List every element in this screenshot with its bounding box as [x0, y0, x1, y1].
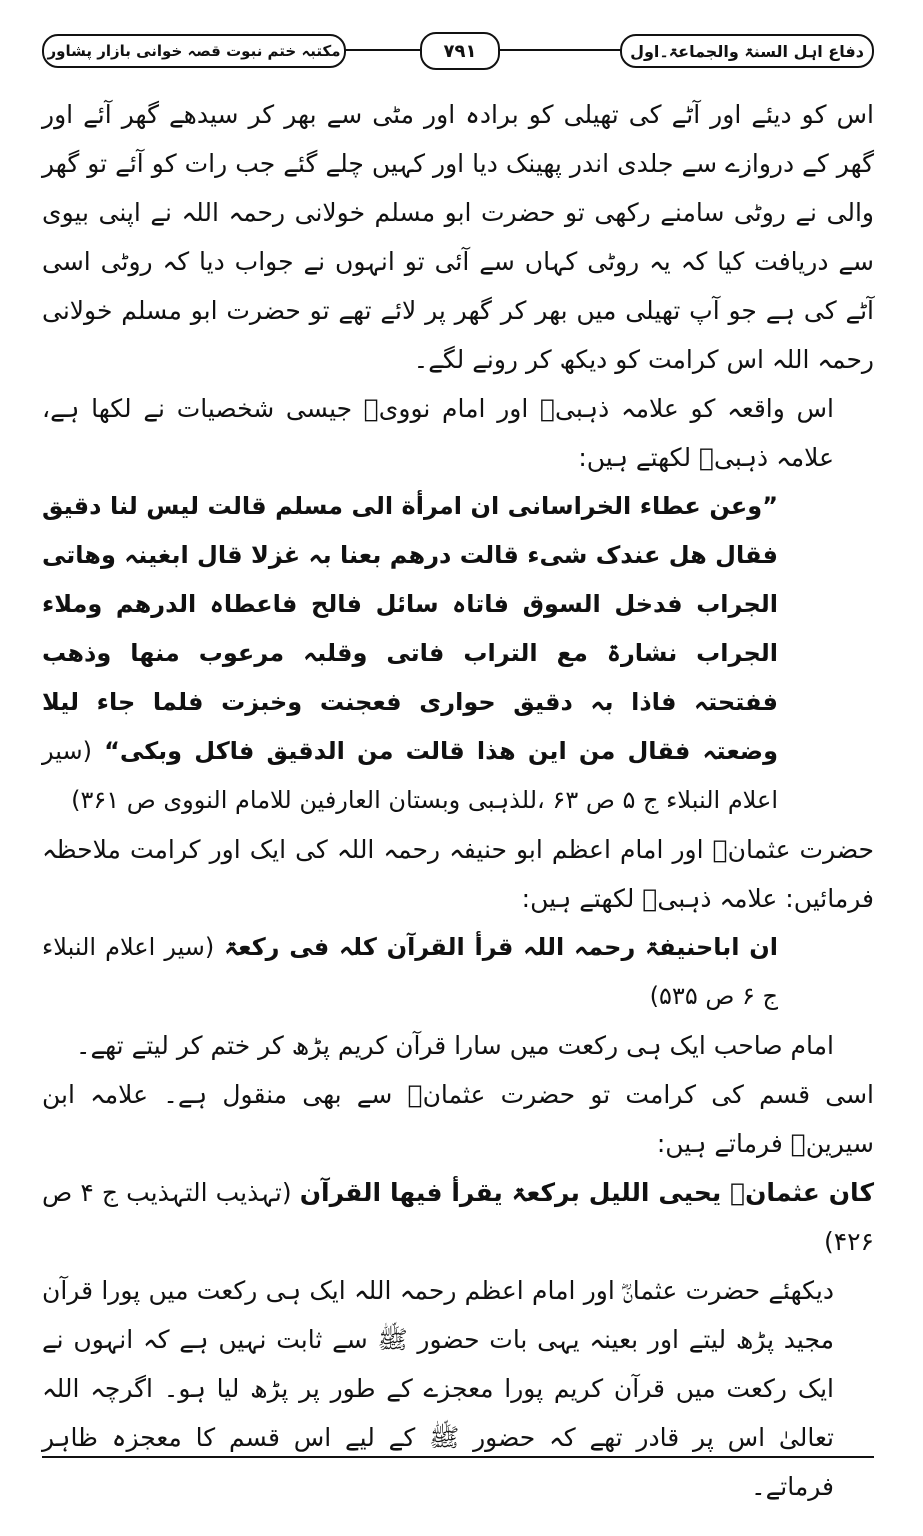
header-rule-right — [498, 49, 624, 51]
arabic-quote-uthman — [42, 1168, 874, 1266]
paragraph-story: اس کو دیئے اور آٹے کی تھیلی کو برادہ اور مٹی سے بھر کر سیدھے گھر آئے اور گھر کے دروازے سے جلدی اندر پھینک دیا اور کہیں چلے گئے جب رات کو آئے تو گھر والی نے روٹی سامنے رکھی تو حضرت ابو مسلم خولانی رحمہ اللہ نے اپنی بیوی سے دریافت کیا کہ یہ روٹی کہاں سے آئی تو انہوں نے جواب دیا کہ روٹی اسی آٹے کی ہے جو آپ تھیلی میں بھر کر گھر پر لائے تھے تو حضرت ابو مسلم خولانی رحمہ اللہ اس کرامت کو دیکھ کر رونے لگے۔ — [42, 100, 874, 374]
arabic-quote-ata — [42, 482, 874, 825]
arabic-quote-abu-hanifa-text: ان اباحنیفۃ رحمہ اللہ قرأ القرآن کلہ فی رکعۃ — [224, 933, 779, 961]
page-number: ۷۹۱ — [420, 32, 500, 70]
arabic-quote-abu-hanifa-reference: (سیر اعلام النبلاء ج ۶ ص ۵۳۵) — [42, 933, 778, 1010]
arabic-quote-uthman-reference: (تہذیب التہذیب ج ۴ ص ۴۲۶) — [42, 1178, 874, 1256]
paragraph-dhahabi-intro: اس واقعہ کو علامہ ذہبیؒ اور امام نوویؒ جیسی شخصیات نے لکھا ہے، علامہ ذہبیؒ لکھتے ہیں: — [42, 394, 834, 472]
page-body — [42, 90, 874, 1511]
paragraph-conclusion: دیکھئے حضرت عثمانؓ اور امام اعظم رحمہ اللہ ایک ہی رکعت میں پورا قرآن مجید پڑھ لیتے اور بعینہ یہی بات حضور ﷺ سے ثابت نہیں ہے کہ انہوں نے ایک رکعت میں قرآن کریم پورا معجزے کے طور پر پڑھ لیا ہو۔ اگرچہ اللہ تعالیٰ اس پر قادر تھے کہ حضور ﷺ کے لیے اس قسم کا معجزہ ظاہر فرماتے۔ — [42, 1276, 834, 1501]
arabic-quote-abu-hanifa — [42, 923, 874, 1021]
arabic-quote-ata-reference: (سیر اعلام النبلاء ج ۵ ص ۶۳ ،للذہبی وبستان العارفین للامام النووی ص ۳۶۱) — [42, 737, 778, 814]
paragraph-ibn-sirin-intro: اسی قسم کی کرامت تو حضرت عثمانؓ سے بھی منقول ہے۔ علامہ ابن سیرینؒ فرماتے ہیں: — [42, 1080, 874, 1158]
book-title: دفاع اہل السنۃ والجماعۃ۔اول — [620, 34, 874, 68]
page-header — [42, 30, 874, 74]
paragraph-karamat-intro: حضرت عثمانؓ اور امام اعظم ابو حنیفہ رحمہ اللہ کی ایک اور کرامت ملاحظہ فرمائیں: علامہ ذہبیؒ لکھتے ہیں: — [42, 835, 874, 913]
arabic-quote-uthman-text: کان عثمانؓ یحیی اللیل برکعۃ یقرأ فیھا القرآن — [299, 1178, 874, 1207]
paragraph-imam-sahib: امام صاحب ایک ہی رکعت میں سارا قرآن کریم پڑھ کر ختم کر لیتے تھے۔ — [75, 1031, 834, 1060]
header-rule-left — [344, 49, 420, 51]
arabic-quote-ata-text: ”وعن عطاء الخراسانی ان امرأة الی مسلم قالت لیس لنا دقیق فقال ھل عندک شیء قالت درھم بعنا بہ غزلا قال ابغینہ وھاتی الجراب فدخل السوق فاتاہ سائل فالح فاعطاہ الدرھم وملاء الجراب نشارۃ مع التراب فاتی وقلبہ مرعوب منھا وذھب ففتحتہ فاذا بہ دقیق حواری فعجنت وخبزت فلما جاء لیلا وضعتہ فقال من این ھذا قالت من الدقیق فاکل وبکی“ — [42, 492, 778, 765]
publisher-label: مکتبہ ختم نبوت قصہ خوانی بازار پشاور — [42, 34, 346, 68]
footer-rule — [42, 1456, 874, 1458]
